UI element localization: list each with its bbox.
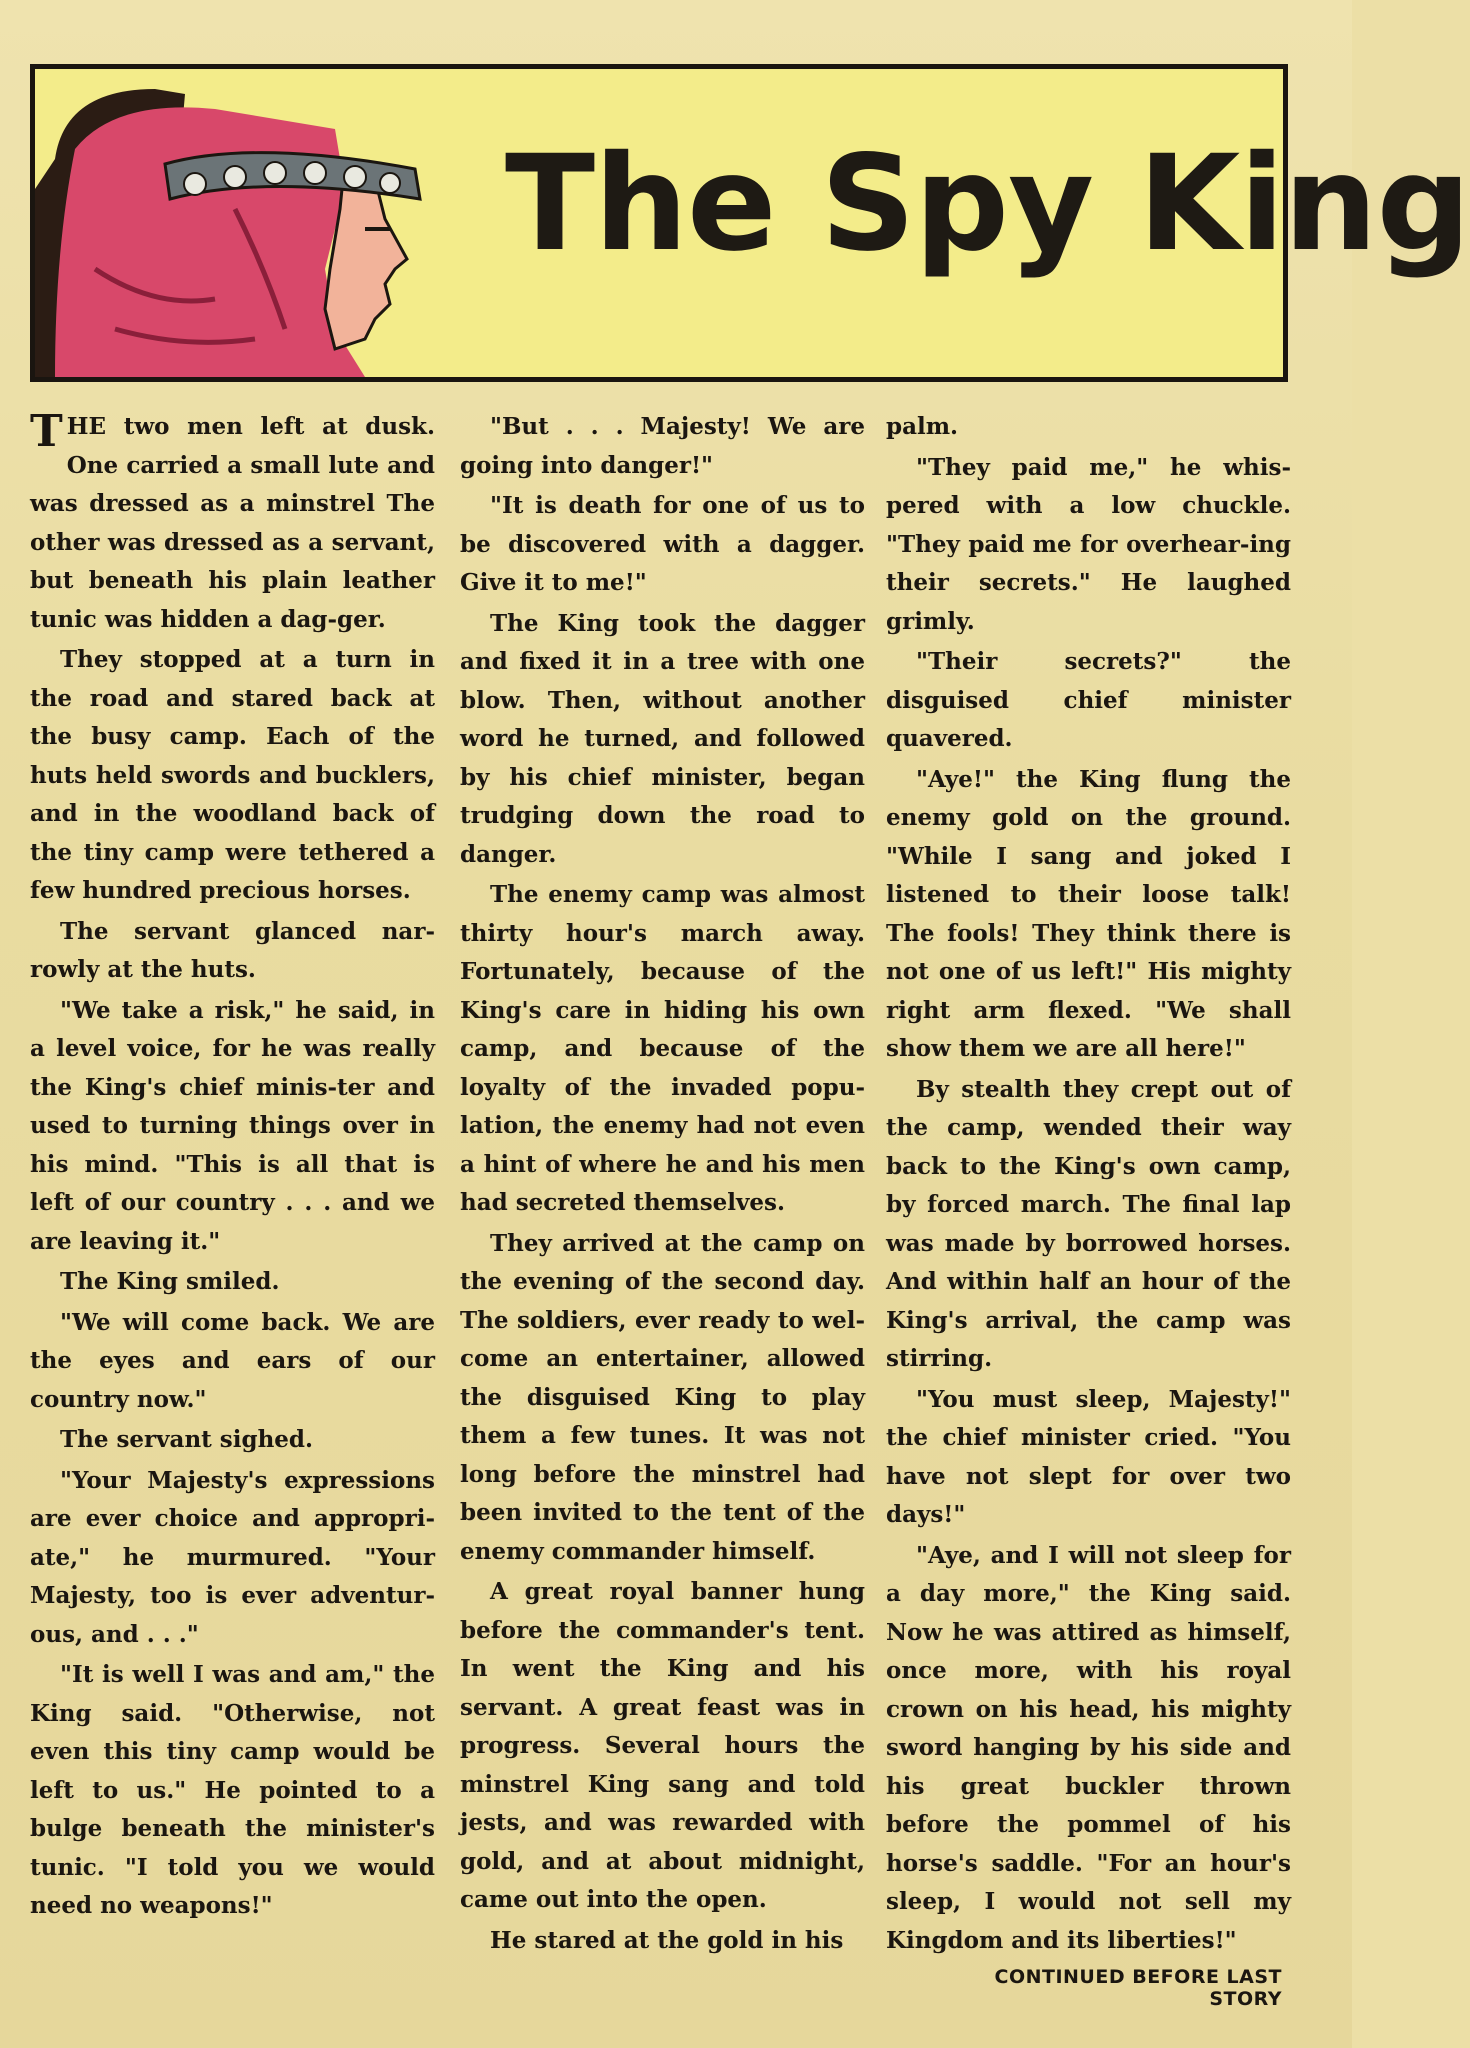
text-column-2	[460, 408, 865, 1962]
paragraph: "Their secrets?" the disguised chief minister quavered.	[886, 648, 1291, 752]
paragraph: The servant sighed.	[60, 1426, 314, 1453]
paragraph: "We will come back. We are the eyes and ears of our country now."	[30, 1308, 435, 1413]
paragraph: "We take a risk," he said, in a level voice, for he was really the King's chief minis-ter and used to turning things over in his mind. "This is all that is left of our country . . . and we are leaving it."	[30, 996, 435, 1255]
text-column-3	[886, 408, 1291, 1962]
paragraph: "Aye, and I will not sleep for a day more," the King said. Now he was attired as himself, once more, with his royal crown on his head, his mighty sword hanging by his side and his great buckler thrown before the pommel of his horse's saddle. "For an hour's sleep, I would not sell my Kingdom and its liberties!"	[886, 1541, 1291, 1954]
paragraph: "Aye!" the King flung the enemy gold on the ground. "While I sang and joked I listened to their loose talk! The fools! They think there is not one of us left!" His mighty right arm flexed. "We shall show them we are all here!"	[886, 765, 1291, 1062]
paragraph: palm.	[886, 413, 959, 440]
paragraph: The servant glanced nar-rowly at the huts.	[30, 917, 435, 983]
paragraph: The enemy camp was almost thirty hour's march away. Fortunately, because of the King's care in hiding his own camp, and because of the loyalty of the invaded popu-lation, the enemy had not even a hint of where he and his men had secreted themselves.	[460, 881, 865, 1216]
text-column-1	[30, 408, 435, 1928]
paragraph: They stopped at a turn in the road and stared back at the busy camp. Each of the huts held swords and bucklers, and in the woodland back of the tiny camp were tethered a few hundred precious horses.	[30, 646, 435, 904]
continued-note: CONTINUED BEFORE LAST STORY	[994, 1966, 1282, 2010]
paragraph: "You must sleep, Majesty!" the chief minister cried. "You have not slept for over two days!"	[886, 1385, 1291, 1528]
paragraph: "They paid me," he whis-pered with a low chuckle. "They paid me for overhear-ing their secrets." He laughed grimly.	[886, 453, 1291, 635]
paragraph-text: HE two men left at dusk. One carried a small lute and was dressed as a minstrel The other was dressed as a servant, but beneath his plain leather tunic was hidden a dag-ger.	[30, 413, 435, 633]
paragraph: By stealth they crept out of the camp, wended their way back to the King's own camp, by forced march. The final lap was made by borrowed horses. And within half an hour of the King's arrival, the camp was stirring.	[886, 1075, 1291, 1372]
paragraph: "It is well I was and am," the King said. "Otherwise, not even this tiny camp would be left to us." He pointed to a bulge beneath the minister's tunic. "I told you we would need no weapons!"	[30, 1661, 435, 1919]
king-portrait-illustration	[35, 69, 455, 377]
paragraph: "It is death for one of us to be discovered with a dagger. Give it to me!"	[460, 492, 865, 596]
paragraph	[30, 408, 435, 639]
paragraph: The King took the dagger and fixed it in a tree with one blow. Then, without another word he turned, and followed by his chief minister, began trudging down the road to danger.	[460, 609, 865, 868]
paragraph: The King smiled.	[60, 1268, 280, 1295]
title-banner	[30, 64, 1470, 382]
paragraph: "Your Majesty's expressions are ever choice and appropri-ate," he murmured. "Your Majesty, too is ever adventur-ous, and . . ."	[30, 1466, 435, 1648]
drop-cap: T	[30, 406, 63, 457]
paragraph: He stared at the gold in his	[490, 1926, 844, 1954]
page-title: The Spy King	[505, 127, 1470, 281]
paragraph: They arrived at the camp on the evening of the second day. The soldiers, ever ready to wel-come an entertainer, allowed the disguised King to play them a few tunes. It was not long before the minstrel had been invited to the tent of the enemy commander himself.	[460, 1229, 865, 1565]
paragraph: "But . . . Majesty! We are going into danger!"	[460, 413, 865, 479]
paragraph: A great royal banner hung before the commander's tent. In went the King and his servant. A great feast was in progress. Several hours the minstrel King sang and told jests, and was rewarded with gold, and at about midnight, came out into the open.	[460, 1578, 865, 1913]
